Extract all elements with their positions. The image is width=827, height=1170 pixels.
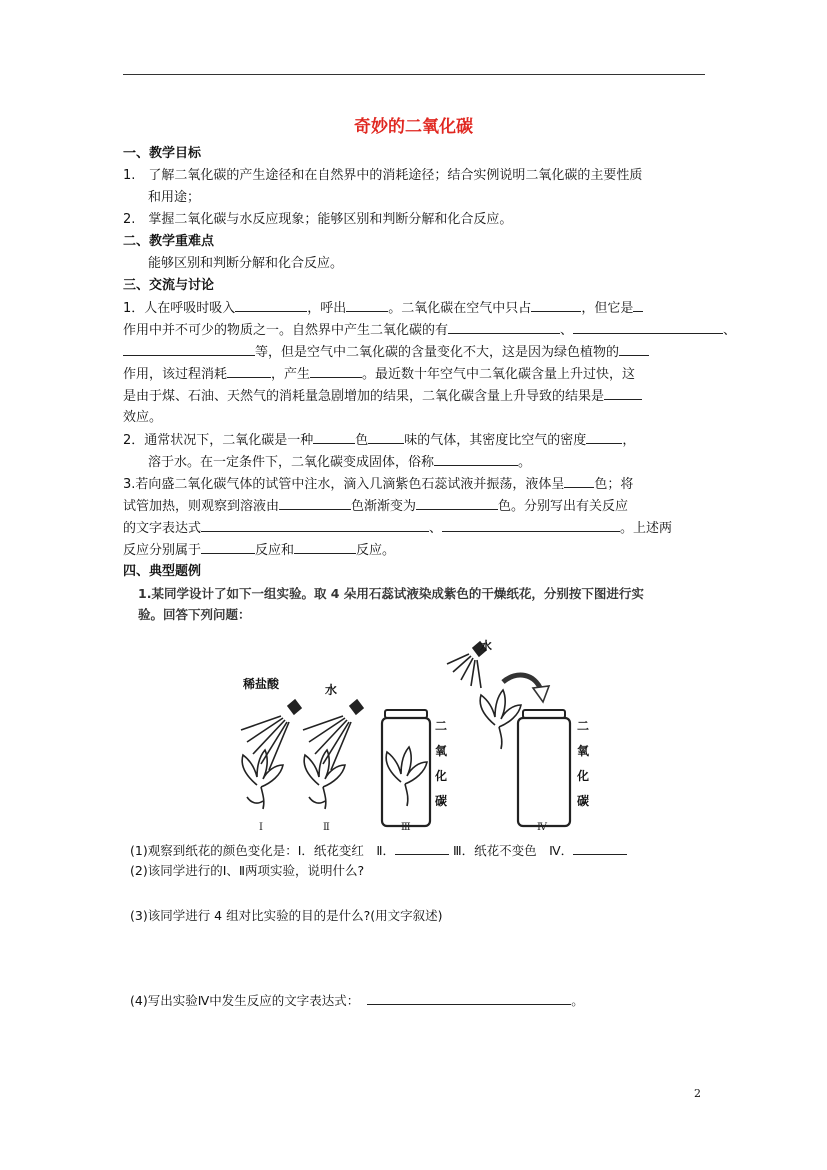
- answer-blank[interactable]: [235, 297, 307, 312]
- q-text: Ⅲ．纸花不变色 Ⅳ．: [453, 843, 574, 858]
- answer-blank[interactable]: [442, 517, 620, 532]
- q3-line4: [123, 539, 705, 562]
- co2-label: 化: [577, 769, 590, 783]
- example-q1: [130, 840, 627, 861]
- q3-text: 色。分别写出有关反应: [498, 499, 629, 514]
- example-q3: (3)该同学进行 4 组对比实验的目的是什么?(用文字叙述): [130, 908, 443, 923]
- q1-text: 作用，该过程消耗: [123, 367, 228, 382]
- q1-text: 是由于煤、石油、天然气的消耗量急剧增加的结果，二氧化碳含量上升导致的结果是: [123, 389, 605, 404]
- answer-blank[interactable]: [279, 495, 351, 510]
- objective-2: 2. 掌握二氧化碳与水反应现象；能够区别和判断分解和化合反应。: [123, 212, 513, 227]
- curved-arrow-icon: [503, 675, 549, 702]
- answer-blank[interactable]: [573, 840, 627, 855]
- key-point: 能够区别和判断分解和化合反应。: [148, 256, 344, 271]
- q1-line5: [123, 385, 705, 408]
- answer-blank[interactable]: [531, 297, 581, 312]
- experiment-number: Ⅲ: [401, 822, 411, 833]
- page-number: 2: [694, 1087, 701, 1100]
- answer-blank[interactable]: [227, 363, 271, 378]
- flower-icon: [480, 690, 521, 749]
- q1-text: ，但它是: [581, 301, 634, 316]
- answer-blank[interactable]: [604, 385, 642, 400]
- answer-blank[interactable]: [434, 451, 518, 466]
- q3-text: 、: [429, 521, 443, 536]
- answer-blank[interactable]: [564, 473, 594, 488]
- co2-label: 氧: [435, 744, 448, 758]
- example-q2: (2)该同学进行的Ⅰ、Ⅱ两项实验，说明什么?: [130, 863, 365, 878]
- q2-line1: [123, 429, 705, 452]
- q1-line4: [123, 363, 705, 386]
- acid-label: 稀盐酸: [243, 677, 280, 691]
- q-text: (4)写出实验Ⅳ中发生反应的文字表达式：: [130, 993, 360, 1008]
- spray-bottle-icon: [303, 700, 363, 770]
- example-intro-cont: 验。回答下列问题：: [138, 607, 251, 622]
- answer-blank[interactable]: [310, 363, 362, 378]
- objective-1-cont: 和用途；: [148, 190, 201, 205]
- q1-text: 、: [560, 323, 574, 338]
- q2-text: ，: [622, 433, 636, 448]
- q1-line1: [123, 297, 705, 320]
- answer-blank[interactable]: [619, 341, 649, 356]
- spray-bottle-icon: [241, 700, 301, 770]
- page-title: 奇妙的二氧化碳: [354, 117, 473, 137]
- q-text: 。: [571, 993, 584, 1008]
- flower-icon: [242, 750, 283, 809]
- q1-line6: 效应。: [123, 410, 163, 425]
- flower-icon: [386, 747, 427, 806]
- q3-text: 反应分别属于: [123, 543, 202, 558]
- q1-text: ，呼出: [307, 301, 347, 316]
- q3-text: 色；将: [594, 477, 634, 492]
- experiment-figure: [225, 630, 625, 835]
- q2-text: 色: [355, 433, 369, 448]
- water-label: 水: [325, 683, 338, 697]
- answer-blank[interactable]: [416, 495, 498, 510]
- co2-label: 二: [577, 719, 590, 733]
- section3-heading: 三、交流与讨论: [123, 278, 215, 293]
- q1-text: 。最近数十年空气中二氧化碳含量上升过快，这: [362, 367, 636, 382]
- experiment-number: Ⅳ: [537, 822, 547, 833]
- answer-blank[interactable]: [633, 297, 643, 312]
- q2-text: 味的气体，其密度比空气的密度: [404, 433, 587, 448]
- answer-blank[interactable]: [346, 297, 388, 312]
- objective-1: 1. 了解二氧化碳的产生途径和在自然界中的消耗途径；结合实例说明二氧化碳的主要性质: [123, 168, 643, 183]
- q1-line2: [123, 319, 737, 342]
- co2-label: 氧: [577, 744, 590, 758]
- answer-blank[interactable]: [294, 539, 356, 554]
- q3-text: 试管加热，则观察到溶液由: [123, 499, 280, 514]
- experiment-number: Ⅰ: [259, 822, 263, 833]
- answer-blank[interactable]: [313, 429, 355, 444]
- q1-text: 作用中并不可少的物质之一。自然界中产生二氧化碳的有: [123, 323, 449, 338]
- answer-blank[interactable]: [201, 517, 429, 532]
- q1-text: ，产生: [271, 367, 311, 382]
- q3-text: 色渐渐变为: [351, 499, 417, 514]
- q3-line2: [123, 495, 705, 518]
- answer-blank[interactable]: [586, 429, 622, 444]
- gas-jar-icon: [518, 710, 570, 826]
- section1-heading: 一、教学目标: [123, 146, 202, 161]
- answer-blank[interactable]: [123, 341, 255, 356]
- q2-text: 溶于水。在一定条件下，二氧化碳变成固体，俗称: [148, 455, 435, 470]
- answer-blank[interactable]: [395, 840, 449, 855]
- q1-text: 1．人在呼吸时吸入: [123, 301, 236, 316]
- q3-text: 反应和: [255, 543, 295, 558]
- co2-label: 碳: [577, 794, 590, 808]
- q2-line2: [148, 451, 705, 474]
- q1-text: 、: [723, 323, 737, 338]
- water-label: 水: [480, 639, 493, 653]
- co2-label: 二: [435, 719, 448, 733]
- example-intro: 1.某同学设计了如下一组实验。取 4 朵用石蕊试液染成紫色的干燥纸花，分别按下图进行实: [138, 586, 644, 601]
- flower-icon: [304, 750, 345, 809]
- answer-blank[interactable]: [368, 429, 404, 444]
- q3-text: 反应。: [356, 543, 396, 558]
- q1-text: 等，但是空气中二氧化碳的含量变化不大，这是因为绿色植物的: [255, 345, 620, 360]
- answer-blank[interactable]: [573, 319, 723, 334]
- q1-text: 。二氧化碳在空气中只占: [388, 301, 532, 316]
- q2-text: 。: [518, 455, 532, 470]
- q3-line1: [123, 473, 705, 496]
- q1-line3: [123, 341, 705, 364]
- answer-blank[interactable]: [448, 319, 560, 334]
- q3-text: 的文字表达式: [123, 521, 202, 536]
- q2-text: 2．通常状况下，二氧化碳是一种: [123, 433, 314, 448]
- q3-text: 3.若向盛二氧化碳气体的试管中注水，滴入几滴紫色石蕊试液并振荡，液体呈: [123, 477, 565, 492]
- answer-blank[interactable]: [201, 539, 255, 554]
- experiment-number: Ⅱ: [323, 822, 330, 833]
- q3-text: 。上述两: [620, 521, 673, 536]
- q3-line3: [123, 517, 705, 540]
- header-rule: [123, 74, 705, 75]
- q-text: (1)观察到纸花的颜色变化是：Ⅰ．纸花变红 Ⅱ．: [130, 843, 396, 858]
- section4-heading: 四、典型题例: [123, 564, 202, 579]
- co2-label: 化: [435, 769, 448, 783]
- example-q4: [130, 990, 584, 1011]
- section2-heading: 二、教学重难点: [123, 234, 215, 249]
- co2-label: 碳: [435, 794, 448, 808]
- answer-blank[interactable]: [367, 990, 571, 1005]
